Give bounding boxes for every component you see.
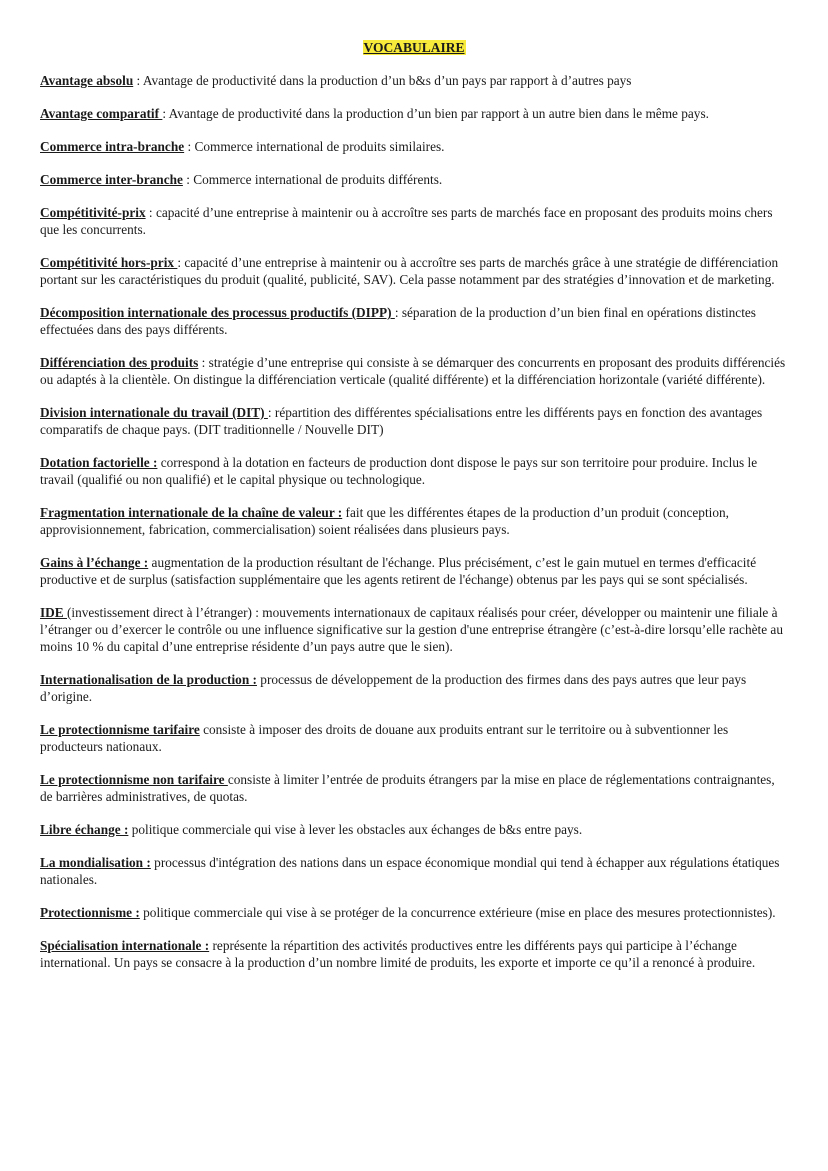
- vocabulary-entry: [40, 105, 788, 122]
- vocabulary-entry: [40, 854, 788, 888]
- entry-definition: : Avantage de productivité dans la production d’un b&s d’un pays par rapport à d’autres pays: [133, 73, 632, 88]
- entry-definition: représente la répartition des activités productives entre les différents pays qui participe à l’échange international. Un pays se consacre à la production d’un nombre limité de produits, les exporte et importe ce qu’il a renoncé à produire.: [40, 938, 756, 970]
- entry-definition: processus de développement de la production des firmes dans des pays autres que leur pays d’origine.: [40, 672, 747, 704]
- vocabulary-entry: [40, 354, 788, 388]
- page-title: [0, 40, 828, 56]
- vocabulary-entry: [40, 504, 788, 538]
- entry-definition: consiste à limiter l’entrée de produits étrangers par la mise en place de réglementations contraignantes, de barrières administratives, de quotas.: [40, 772, 775, 804]
- vocabulary-entry: [40, 138, 788, 155]
- entry-term: Compétitivité hors-prix: [40, 255, 178, 270]
- entry-definition: processus d'intégration des nations dans un espace économique mondial qui tend à échapper aux régulations étatiques nationales.: [40, 855, 780, 887]
- entry-definition: augmentation de la production résultant de l'échange. Plus précisément, c’est le gain mutuel en termes d'efficacité productive et de surplus (satisfaction supplémentaire que les agents retirent de l'échange) obtenus par les pays qui se sont spécialisés.: [40, 555, 757, 587]
- entry-term: Libre échange :: [40, 822, 129, 837]
- entry-definition: (investissement direct à l’étranger) : mouvements internationaux de capitaux réalisés pour créer, développer ou maintenir une filiale à l’étranger ou d’exercer le contrôle ou une influence significative sur la gestion d'une entreprise étrangère (c’est-à-dire lorsqu’elle rachète au moins 10 % du capital d’une entreprise résidente d’un pays autre que le sien).: [40, 605, 783, 654]
- entry-term: La mondialisation :: [40, 855, 151, 870]
- entry-term: IDE: [40, 605, 67, 620]
- entry-definition: : répartition des différentes spécialisations entre les différents pays en fonction des avantages comparatifs de chaque pays. (DIT traditionnelle / Nouvelle DIT): [40, 405, 763, 437]
- vocabulary-entry: [40, 821, 788, 838]
- entry-definition: : Commerce international de produits différents.: [182, 172, 443, 187]
- entry-definition: consiste à imposer des droits de douane aux produits entrant sur le territoire ou à subventionner les producteurs nationaux.: [40, 722, 729, 754]
- vocabulary-entry: [40, 254, 788, 288]
- entry-term: Fragmentation internationale de la chaîne de valeur :: [40, 505, 343, 520]
- entry-term: Division internationale du travail (DIT): [40, 405, 268, 420]
- entry-term: Avantage comparatif: [40, 106, 163, 121]
- entry-definition: correspond à la dotation en facteurs de production dont dispose le pays sur son territoire pour produire. Inclus le travail (qualifié ou non qualifié) et le capital physique ou technologique.: [40, 455, 758, 487]
- vocabulary-entry: [40, 171, 788, 188]
- vocabulary-entry: [40, 904, 788, 921]
- entry-definition: : stratégie d’une entreprise qui consiste à se démarquer des concurrents en proposant des produits différenciés ou adaptés à la clientèle. On distingue la différenciation verticale (qualité différente) et la différenciation horizontale (variété différente).: [40, 355, 786, 387]
- vocabulary-entry: [40, 404, 788, 438]
- vocabulary-entry: [40, 454, 788, 488]
- vocabulary-entry: [40, 554, 788, 588]
- entry-term: Différenciation des produits: [40, 355, 199, 370]
- entry-definition: : Commerce international de produits similaires.: [184, 139, 445, 154]
- entry-term: Le protectionnisme non tarifaire: [40, 772, 228, 787]
- entry-definition: : capacité d’une entreprise à maintenir ou à accroître ses parts de marchés face en proposant des produits moins chers que les concurrents.: [40, 205, 773, 237]
- entry-definition: : séparation de la production d’un bien final en opérations distinctes effectuées dans des pays différents.: [40, 305, 756, 337]
- entry-definition: politique commerciale qui vise à lever les obstacles aux échanges de b&s entre pays.: [128, 822, 583, 837]
- entry-term: Protectionnisme :: [40, 905, 140, 920]
- vocabulary-entry: [40, 671, 788, 705]
- entry-term: Gains à l’échange :: [40, 555, 149, 570]
- entry-term: Commerce inter-branche: [40, 172, 183, 187]
- vocabulary-entry: [40, 604, 788, 655]
- page-title-text: VOCABULAIRE: [363, 40, 465, 55]
- vocabulary-entry: [40, 72, 788, 89]
- entry-definition: : capacité d’une entreprise à maintenir ou à accroître ses parts de marchés grâce à une stratégie de différenciation portant sur les caractéristiques du produit (qualité, publicité, SAV). Cela passe notamment par des stratégies d’innovation et de marketing.: [40, 255, 779, 287]
- entry-term: Commerce intra-branche: [40, 139, 185, 154]
- vocabulary-list: [40, 72, 788, 987]
- vocabulary-entry: [40, 937, 788, 971]
- entry-term: Dotation factorielle :: [40, 455, 158, 470]
- entry-term: Le protectionnisme tarifaire: [40, 722, 200, 737]
- entry-term: Internationalisation de la production :: [40, 672, 257, 687]
- vocabulary-entry: [40, 771, 788, 805]
- vocabulary-entry: [40, 204, 788, 238]
- entry-definition: fait que les différentes étapes de la production d’un produit (conception, approvisionnement, fabrication, commercialisation) soient réalisées dans plusieurs pays.: [40, 505, 729, 537]
- entry-term: Compétitivité-prix: [40, 205, 146, 220]
- entry-definition: politique commerciale qui vise à se protéger de la concurrence extérieure (mise en place des mesures protectionnistes).: [139, 905, 776, 920]
- entry-definition: : Avantage de productivité dans la production d’un bien par rapport à un autre bien dans le même pays.: [162, 106, 709, 121]
- entry-term: Décomposition internationale des processus productifs (DIPP): [40, 305, 395, 320]
- vocabulary-entry: [40, 304, 788, 338]
- vocabulary-entry: [40, 721, 788, 755]
- entry-term: Avantage absolu: [40, 73, 134, 88]
- entry-term: Spécialisation internationale :: [40, 938, 210, 953]
